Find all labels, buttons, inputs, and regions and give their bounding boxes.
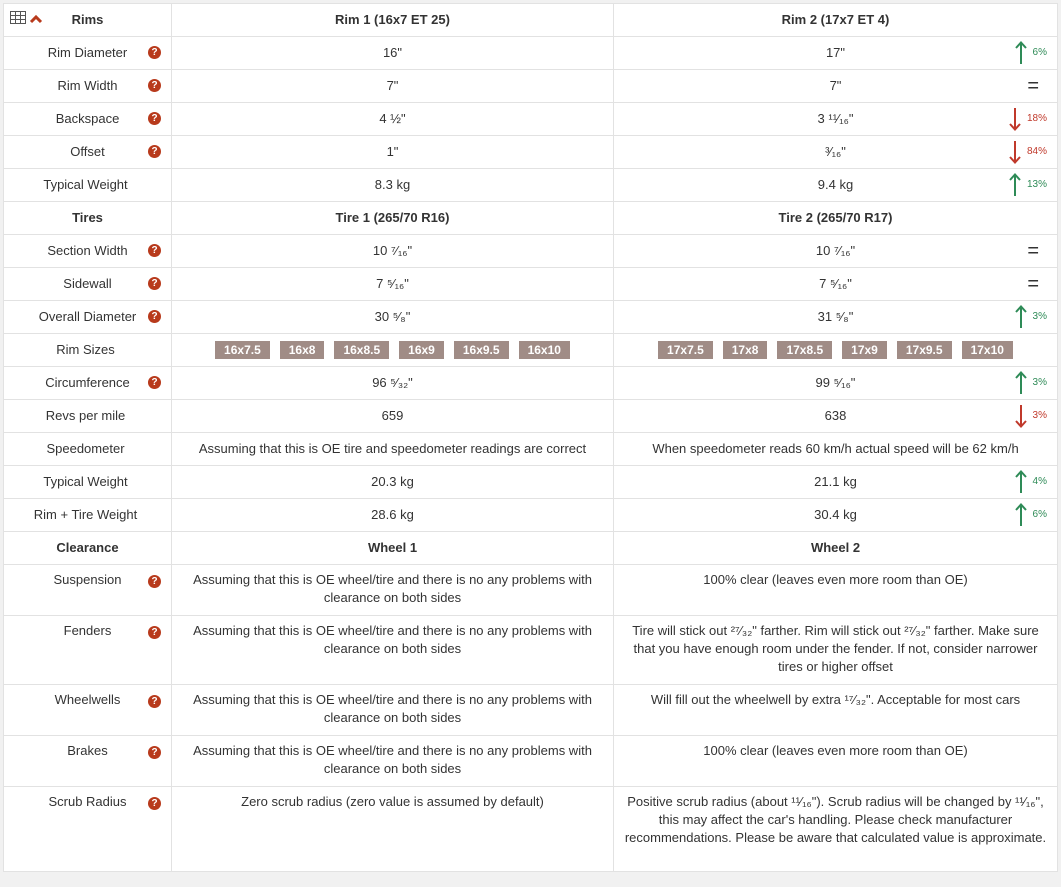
delta-percent: 6% [1032,509,1047,520]
typical-weight-label [4,466,172,499]
row-label: Typical Weight [43,474,128,489]
chevron-up-icon[interactable] [29,11,43,29]
speedometer-row [4,433,1058,466]
tire2-header: Tire 2 (265/70 R17) [614,202,1058,235]
value-wheel2-cell [614,169,1058,202]
speedometer-label: Speedometer [4,433,172,466]
value-wheel1: 7 ⁵⁄₁₆" [172,268,614,301]
value-wheel1: 16" [172,37,614,70]
rim-sizes-label: Rim Sizes [4,334,172,367]
clearance-wheel2: Positive scrub radius (about ¹¹⁄₁₆"). Scrub radius will be changed by ¹¹⁄₁₆", this may affect the car's handling. Please check manufacturer recommendations. Please be aware that calculated value is approximate. [614,787,1058,872]
typical-weight-row [4,466,1058,499]
row-label: Circumference [45,375,130,390]
arrow-down-icon [1015,404,1027,428]
rim-size-tag[interactable]: 17x7.5 [658,341,713,359]
row-label: Fenders [63,623,112,638]
arrow-up-icon [1015,305,1027,329]
wheelwells-row [4,685,1058,736]
value-wheel2-cell [614,70,1058,103]
value-wheel1: 28.6 kg [172,499,614,532]
circumference-row [4,367,1058,400]
question-icon[interactable]: ? [148,746,161,759]
wheel2-header: Wheel 2 [614,532,1058,565]
suspension-label [4,565,172,616]
row-label: Rim Diameter [47,45,128,60]
value-wheel1: 10 ⁷⁄₁₆" [172,235,614,268]
arrow-up-icon [1015,371,1027,395]
value-wheel2: 3 ¹¹⁄₁₆" [817,111,854,126]
value-wheel1: 8.3 kg [172,169,614,202]
backspace-label [4,103,172,136]
row-label: Revs per mile [45,408,126,423]
value-wheel1: 1" [172,136,614,169]
row-label: Backspace [55,111,120,126]
delta-indicator [1015,499,1047,531]
comparison-table [3,3,1058,872]
arrow-down-icon [1009,107,1021,131]
delta-percent: 3% [1032,410,1047,421]
delta-indicator [1009,169,1047,201]
value-wheel2: 99 ⁵⁄₁₆" [815,375,856,390]
overall-diameter-row [4,301,1058,334]
clearance-wheel1: Assuming that this is OE wheel/tire and there is no any problems with clearance on both sides [172,616,614,685]
circumference-label [4,367,172,400]
question-icon[interactable]: ? [148,310,161,323]
value-wheel2: 17" [825,45,846,60]
rim-diameter-label [4,37,172,70]
rim-size-tag[interactable]: 17x8.5 [777,341,832,359]
question-icon[interactable]: ? [148,695,161,708]
value-wheel2: ³⁄₁₆" [825,144,846,159]
value-wheel2: 31 ⁵⁄₈" [817,309,854,324]
value-wheel1: 30 ⁵⁄₈" [172,301,614,334]
rim-tire-weight-row [4,499,1058,532]
rim-size-tag[interactable]: 16x10 [519,341,570,359]
value-wheel2-cell [614,103,1058,136]
arrow-up-icon [1015,503,1027,527]
offset-row [4,136,1058,169]
value-wheel2: 9.4 kg [817,177,854,192]
delta-percent: 18% [1026,113,1047,124]
row-label: Offset [70,144,105,159]
question-icon[interactable]: ? [148,626,161,639]
rim-size-tag[interactable]: 17x9 [842,341,887,359]
suspension-row [4,565,1058,616]
scrub-radius-label [4,787,172,872]
sidewall-row [4,268,1058,301]
offset-label [4,136,172,169]
section-width-label [4,235,172,268]
sidewall-label [4,268,172,301]
arrow-up-icon [1015,470,1027,494]
clearance-wheel2: 100% clear (leaves even more room than OE) [614,736,1058,787]
rim-size-tag[interactable]: 17x10 [962,341,1013,359]
value-wheel1: 20.3 kg [172,466,614,499]
question-icon[interactable]: ? [148,112,161,125]
row-label: Scrub Radius [48,794,127,809]
row-label: Overall Diameter [38,309,137,324]
rim-size-tag[interactable]: 16x9.5 [454,341,509,359]
equal-icon: = [1027,75,1039,97]
question-icon[interactable]: ? [148,79,161,92]
delta-indicator [1015,37,1047,69]
fenders-row [4,616,1058,685]
arrow-down-icon [1009,140,1021,164]
clearance-wheel1: Assuming that this is OE wheel/tire and there is no any problems with clearance on both sides [172,565,614,616]
row-label: Typical Weight [43,177,128,192]
rim-size-tag[interactable]: 16x8 [280,341,325,359]
section-width-row [4,235,1058,268]
section-title-tires: Tires [4,202,172,235]
scrub-radius-row [4,787,1058,872]
rim-sizes-wheel2 [614,334,1058,367]
rim-width-label [4,70,172,103]
clearance-wheel1: Assuming that this is OE wheel/tire and there is no any problems with clearance on both sides [172,736,614,787]
question-icon[interactable]: ? [148,376,161,389]
value-wheel2-cell [614,37,1058,70]
equal-icon: = [1027,240,1039,262]
clearance-header-row [4,532,1058,565]
rim-sizes-row [4,334,1058,367]
rim-size-tag[interactable]: 17x9.5 [897,341,952,359]
delta-indicator [1015,301,1047,333]
equal-icon: = [1027,273,1039,295]
value-wheel2-cell [614,367,1058,400]
value-wheel2-cell [614,499,1058,532]
rim-tire-weight-label [4,499,172,532]
revs-per-mile-row [4,400,1058,433]
fenders-label [4,616,172,685]
brakes-row [4,736,1058,787]
section-title-rims: Rims [71,12,104,27]
delta-percent: 3% [1032,311,1047,322]
wheel1-header: Wheel 1 [172,532,614,565]
question-icon[interactable]: ? [148,797,161,810]
backspace-row [4,103,1058,136]
speedometer-wheel1: Assuming that this is OE tire and speedometer readings are correct [172,433,614,466]
delta-indicator [1009,103,1047,135]
delta-percent: 3% [1032,377,1047,388]
delta-indicator [1009,136,1047,168]
row-label: Rim + Tire Weight [33,507,138,522]
value-wheel2-cell [614,301,1058,334]
delta-percent: 6% [1032,47,1047,58]
clearance-wheel2: Tire will stick out ²⁷⁄₃₂" farther. Rim will stick out ²⁷⁄₃₂" farther. Make sure that you have enough room under the fender. If not, consider narrower tires or higher offset [614,616,1058,685]
delta-percent: 13% [1026,179,1047,190]
rim2-header: Rim 2 (17x7 ET 4) [614,4,1058,37]
rim1-header: Rim 1 (16x7 ET 25) [172,4,614,37]
rim-diameter-row [4,37,1058,70]
wheelwells-label [4,685,172,736]
value-wheel2-cell [614,466,1058,499]
revs-per-mile-label [4,400,172,433]
delta-indicator [1015,400,1047,432]
section-title-clearance: Clearance [4,532,172,565]
clearance-wheel1: Assuming that this is OE wheel/tire and there is no any problems with clearance on both sides [172,685,614,736]
clearance-wheel2: Will fill out the wheelwell by extra ¹⁷⁄₃₂". Acceptable for most cars [614,685,1058,736]
rim-size-tag[interactable]: 16x7.5 [215,341,270,359]
value-wheel2: 7" [829,78,842,93]
value-wheel2-cell [614,400,1058,433]
value-wheel2-cell [614,268,1058,301]
row-label: Sidewall [63,276,112,291]
delta-indicator [1015,367,1047,399]
row-label: Rim Width [57,78,118,93]
brakes-label [4,736,172,787]
tires-header-row [4,202,1058,235]
delta-percent: 4% [1032,476,1047,487]
row-label: Brakes [67,743,108,758]
rim-width-row [4,70,1058,103]
rims-header-row [4,4,1058,37]
delta-indicator [1015,466,1047,498]
value-wheel1: 659 [172,400,614,433]
value-wheel1: 7" [172,70,614,103]
value-wheel2: 7 ⁵⁄₁₆" [819,276,852,291]
value-wheel1: 4 ½" [172,103,614,136]
clearance-wheel2: 100% clear (leaves even more room than OE) [614,565,1058,616]
clearance-wheel1: Zero scrub radius (zero value is assumed by default) [172,787,614,872]
row-label: Suspension [53,572,122,587]
rims-header-cell [4,4,172,37]
value-wheel2: 638 [824,408,847,423]
row-label: Wheelwells [54,692,121,707]
rim-size-tag[interactable]: 17x8 [723,341,768,359]
question-icon[interactable]: ? [148,145,161,158]
tire1-header: Tire 1 (265/70 R16) [172,202,614,235]
value-wheel2: 21.1 kg [814,474,857,489]
typical-weight-label [4,169,172,202]
value-wheel2-cell [614,235,1058,268]
value-wheel2-cell [614,136,1058,169]
arrow-up-icon [1009,173,1021,197]
row-label: Section Width [47,243,128,258]
typical-weight-row [4,169,1058,202]
rim-size-tag[interactable]: 16x8.5 [334,341,389,359]
rim-sizes-wheel1 [172,334,614,367]
value-wheel2: 10 ⁷⁄₁₆" [815,243,856,258]
rim-size-tag[interactable]: 16x9 [399,341,444,359]
value-wheel2: 30.4 kg [814,507,857,522]
question-icon[interactable]: ? [148,277,161,290]
value-wheel1: 96 ⁵⁄₃₂" [172,367,614,400]
arrow-up-icon [1015,41,1027,65]
overall-diameter-label [4,301,172,334]
question-icon[interactable]: ? [148,46,161,59]
speedometer-wheel2: When speedometer reads 60 km/h actual speed will be 62 km/h [614,433,1058,466]
question-icon[interactable]: ? [148,575,161,588]
question-icon[interactable]: ? [148,244,161,257]
delta-percent: 84% [1026,146,1047,157]
table-grid-icon[interactable] [10,11,26,29]
